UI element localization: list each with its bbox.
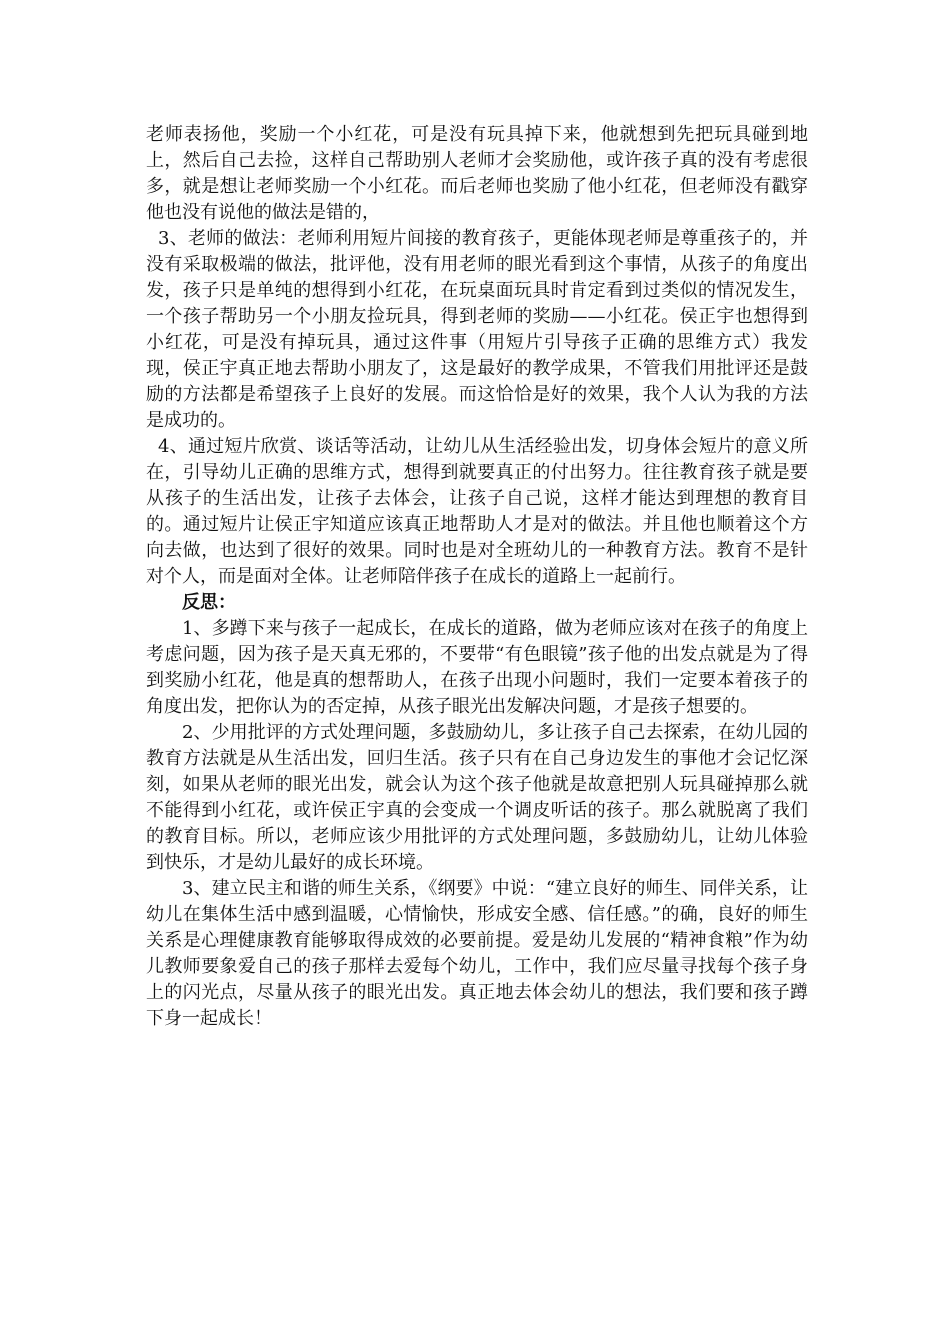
paragraph-point-3: 3、老师的做法：老师利用短片间接的教育孩子，更能体现老师是尊重孩子的，并没有采取极端的做法，批评他，没有用老师的眼光看到这个事情，从孩子的角度出发，孩子只是单纯的想得到小红花，在玩桌面玩具时肯定看到过类似的情况发生，一个孩子帮助另一个小朋友捡玩具，得到老师的奖励——小红花。侯正宇也想得到小红花，可是没有掉玩具，通过这件事（用短片引导孩子正确的思维方式）我发现，侯正宇真正地去帮助小朋友了，这是最好的教学成果，不管我们用批评还是鼓励的方法都是希望孩子上良好的发展。而这恰恰是好的效果，我个人认为我的方法是成功的。 bbox=[146, 228, 808, 431]
reflection-point-2: 2、少用批评的方式处理问题，多鼓励幼儿，多让孩子自己去探索，在幼儿园的教育方法就是从生活出发，回归生活。孩子只有在自己身边发生的事他才会记忆深刻，如果从老师的眼光出发，就会认为这个孩子他就是故意把别人玩具碰掉那么就不能得到小红花，或许侯正宇真的会变成一个调皮听话的孩子。那么就脱离了我们的教育目标。所以，老师应该少用批评的方式处理问题，多鼓励幼儿，让幼儿体验到快乐，才是幼儿最好的成长环境。 bbox=[146, 722, 808, 873]
reflection-point-3: 3、建立民主和谐的师生关系，《纲要》中说：“建立良好的师生、同伴关系，让幼儿在集体生活中感到温暖，心情愉快，形成安全感、信任感。”的确，良好的师生关系是心理健康教育能够取得成效的必要前提。爱是幼儿发展的“精神食粮”作为幼儿教师要象爱自己的孩子那样去爱每个幼儿，工作中，我们应尽量寻找每个孩子身上的闪光点，尽量从孩子的眼光出发。真正地去体会幼儿的想法，我们要和孩子蹲下身一起成长！ bbox=[146, 878, 808, 1029]
document-page bbox=[146, 122, 808, 1032]
reflection-point-1: 1、多蹲下来与孩子一起成长，在成长的道路，做为老师应该对在孩子的角度上考虑问题，因为孩子是天真无邪的，不要带“有色眼镜”孩子他的出发点就是为了得到奖励小红花，他是真的想帮助人，在孩子出现小问题时，我们一定要本着孩子的角度出发，把你认为的否定掉，从孩子眼光出发解决问题，才是孩子想要的。 bbox=[146, 618, 808, 717]
reflection-heading: 反思： bbox=[182, 592, 236, 613]
paragraph-continuation: 老师表扬他，奖励一个小红花，可是没有玩具掉下来，他就想到先把玩具碰到地上，然后自己去捡，这样自己帮助别人老师才会奖励他，或许孩子真的没有考虑很多，就是想让老师奖励一个小红花。而后老师也奖励了他小红花，但老师没有戳穿他也没有说他的做法是错的， bbox=[146, 124, 808, 223]
paragraph-point-4: 4、通过短片欣赏、谈话等活动，让幼儿从生活经验出发，切身体会短片的意义所在，引导幼儿正确的思维方式，想得到就要真正的付出努力。往往教育孩子就是要从孩子的生活出发，让孩子去体会，让孩子自己说，这样才能达到理想的教育目的。通过短片让侯正宇知道应该真正地帮助人才是对的做法。并且他也顺着这个方向去做，也达到了很好的效果。同时也是对全班幼儿的一种教育方法。教育不是针对个人，而是面对全体。让老师陪伴孩子在成长的道路上一起前行。 bbox=[146, 436, 808, 587]
